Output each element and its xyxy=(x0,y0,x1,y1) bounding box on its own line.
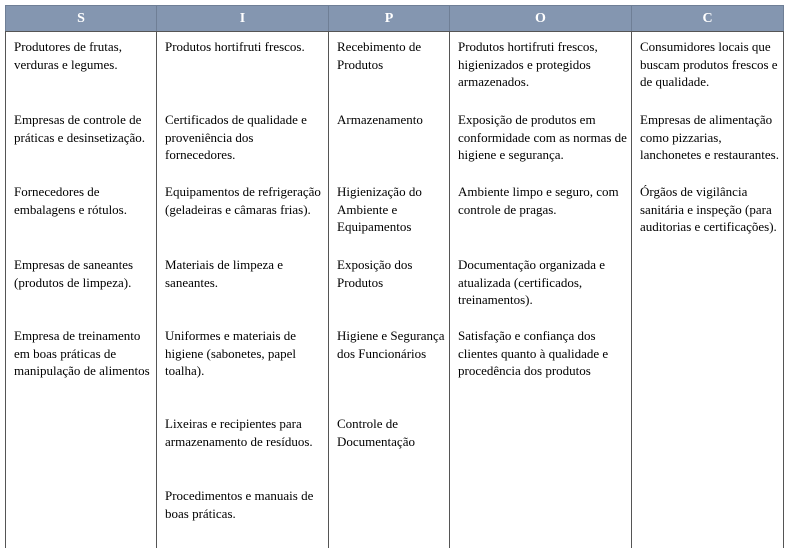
input-item: Certificados de qualidade e proveniência dos fornecedores. xyxy=(165,112,307,162)
header-p: P xyxy=(329,6,450,32)
output-item: Satisfação e confiança dos clientes quanto à qualidade e procedência dos produtos xyxy=(458,328,609,378)
input-item: Procedimentos e manuais de boas práticas. xyxy=(165,488,314,521)
process-item: Controle de Documentação xyxy=(337,416,415,449)
input-item: Equipamentos de refrigeração (geladeiras e câmaras frias). xyxy=(165,184,321,217)
supplier-item: Empresas de saneantes (produtos de limpeza). xyxy=(14,257,134,290)
body-row xyxy=(6,32,784,548)
header-c: C xyxy=(632,6,784,32)
customer-item: Órgãos de vigilância sanitária e inspeção (para auditorias e certificações). xyxy=(640,184,777,234)
output-item: Ambiente limpo e seguro, com controle de pragas. xyxy=(458,184,619,217)
customers-column xyxy=(632,32,784,548)
outputs-column xyxy=(450,32,632,548)
supplier-item: Produtores de frutas, verduras e legumes. xyxy=(14,39,122,72)
input-item: Lixeiras e recipientes para armazenamento de resíduos. xyxy=(165,416,313,449)
input-item: Uniformes e materiais de higiene (sabonetes, papel toalha). xyxy=(165,328,297,378)
supplier-item: Fornecedores de embalagens e rótulos. xyxy=(14,184,127,217)
process-column xyxy=(329,32,450,548)
output-item: Documentação organizada e atualizada (certificados, treinamentos). xyxy=(458,257,606,307)
process-item: Higienização do Ambiente e Equipamentos xyxy=(337,184,422,234)
header-i: I xyxy=(157,6,329,32)
sipoc-table xyxy=(5,5,784,548)
header-o: O xyxy=(450,6,632,32)
supplier-item: Empresa de treinamento em boas práticas de manipulação de alimentos xyxy=(14,328,150,378)
output-item: Exposição de produtos em conformidade com as normas de higiene e segurança. xyxy=(458,112,627,162)
header-s: S xyxy=(6,6,157,32)
process-item: Exposição dos Produtos xyxy=(337,257,413,290)
process-item: Higiene e Segurança dos Funcionários xyxy=(337,328,445,361)
input-item: Produtos hortifruti frescos. xyxy=(165,39,305,54)
supplier-item: Empresas de controle de práticas e desinsetização. xyxy=(14,112,146,145)
process-item: Armazenamento xyxy=(337,112,423,127)
input-item: Materiais de limpeza e saneantes. xyxy=(165,257,284,290)
process-item: Recebimento de Produtos xyxy=(337,39,422,72)
header-row xyxy=(6,6,784,32)
suppliers-column xyxy=(6,32,157,548)
customer-item: Consumidores locais que buscam produtos frescos e de qualidade. xyxy=(640,39,778,89)
output-item: Produtos hortifruti frescos, higienizados e protegidos armazenados. xyxy=(458,39,598,89)
customer-item: Empresas de alimentação como pizzarias, lanchonetes e restaurantes. xyxy=(640,112,779,162)
inputs-column xyxy=(157,32,329,548)
